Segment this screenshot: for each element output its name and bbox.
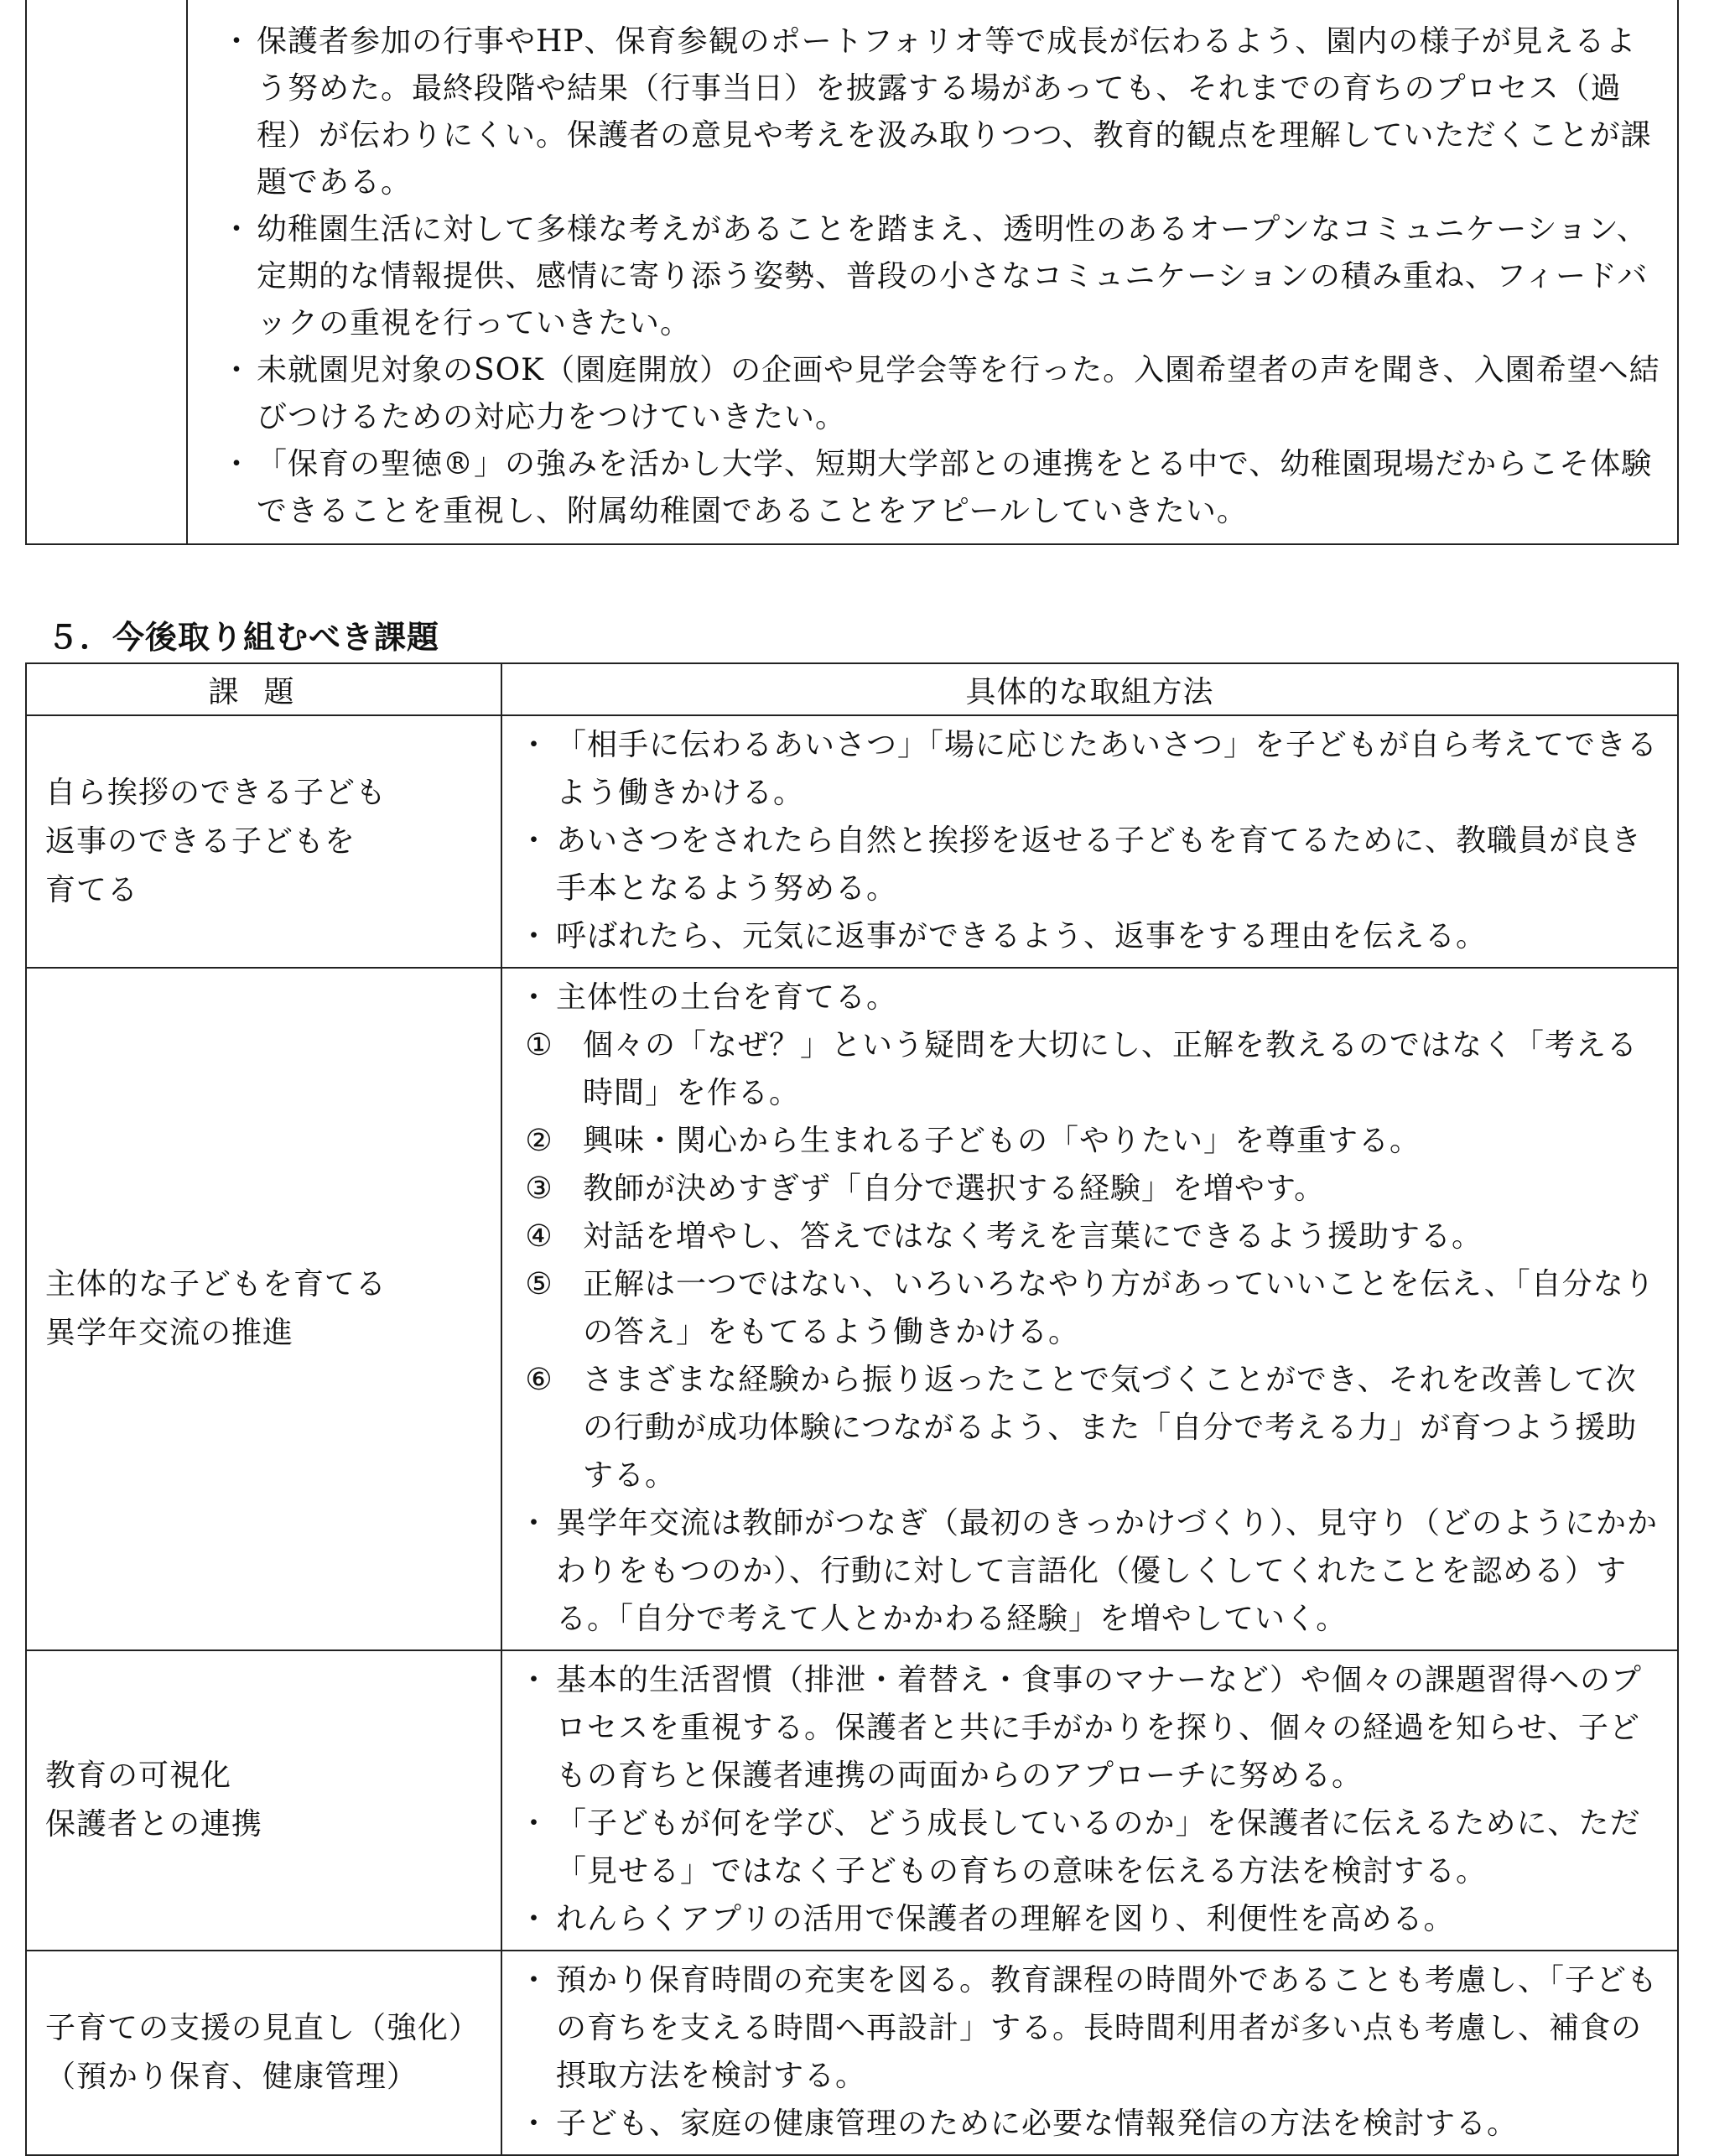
method-text: 興味・関心から生まれる子どもの「やりたい」を尊重する。: [583, 1124, 1421, 1158]
issue-line: 保護者との連携: [45, 1807, 263, 1842]
methods-list: [517, 1956, 1664, 2148]
issue-cell: [26, 968, 501, 1650]
method-item: [517, 721, 1664, 817]
method-marker: ・: [518, 1663, 550, 1697]
bullet-item: [218, 206, 1662, 347]
method-item-numbered: [517, 1117, 1664, 1165]
method-item-numbered: [517, 1021, 1664, 1117]
methods-cell: [501, 968, 1678, 1650]
issue-line: 異学年交流の推進: [45, 1316, 294, 1350]
bullet-marker: ・: [221, 24, 253, 59]
previous-section-bullet-list: [218, 18, 1662, 535]
bullet-item: [218, 441, 1662, 535]
method-number: ②: [525, 1124, 553, 1158]
methods-cell: [501, 1650, 1678, 1951]
method-marker: ・: [518, 919, 550, 953]
method-text: 対話を増やし、答えではなく考えを言葉にできるよう援助する。: [583, 1219, 1483, 1254]
table-row-autonomy: [26, 968, 1678, 1650]
method-text: 正解は一つではない、いろいろなやり方があっていいことを伝え、「自分なりの答え」をもてるよう働きかける。: [583, 1267, 1655, 1349]
method-item: [517, 912, 1664, 960]
previous-section-table: [25, 0, 1679, 545]
method-item: [517, 974, 1664, 1021]
issue-line: 育てる: [45, 872, 139, 907]
method-number: ③: [525, 1172, 553, 1206]
methods-cell: [501, 715, 1678, 968]
methods-column-header: 具体的な取組方法: [501, 663, 1678, 715]
issue-line: 主体的な子どもを育てる: [45, 1267, 387, 1301]
methods-list: [517, 721, 1664, 960]
method-item: [517, 1499, 1664, 1643]
issue-line: 教育の可視化: [45, 1759, 232, 1793]
method-item: [517, 2100, 1664, 2148]
method-item-numbered: [517, 1213, 1664, 1260]
method-text: れんらくアプリの活用で保護者の理解を図り、利便性を高める。: [556, 1902, 1455, 1936]
method-text: 子ども、家庭の健康管理のために必要な情報発信の方法を検討する。: [556, 2107, 1519, 2141]
method-text: 「相手に伝わるあいさつ」「場に応じたあいさつ」を子どもが自ら考えてできるよう働きかける。: [556, 728, 1659, 810]
methods-list: [517, 974, 1664, 1643]
method-marker: ・: [518, 1963, 550, 1998]
method-text: 預かり保育時間の充実を図る。教育課程の時間外であることも考慮し、「子どもの育ちを支える時間へ再設計」する。長時間利用者が多い点も考慮し、補食の摂取方法を検討する。: [556, 1963, 1659, 2093]
method-text: 「子どもが何を学び、どう成長しているのか」を保護者に伝えるために、ただ「見せる」ではなく子どもの育ちの意味を伝える方法を検討する。: [556, 1806, 1641, 1888]
bullet-marker: ・: [221, 353, 253, 387]
method-marker: ・: [518, 980, 550, 1015]
bullet-text: 「保育の聖徳®」の強みを活かし大学、短期大学部との連携をとる中で、幼稚園現場だからこそ体験できることを重視し、附属幼稚園であることをアピールしていきたい。: [257, 447, 1653, 528]
method-text: 個々の「なぜ？」という疑問を大切にし、正解を教えるのではなく「考える時間」を作る。: [583, 1028, 1639, 1110]
methods-cell: [501, 1951, 1678, 2155]
methods-list: [517, 1656, 1664, 1943]
method-item: [517, 1895, 1664, 1943]
method-marker: ・: [518, 1902, 550, 1936]
bullet-marker: ・: [221, 447, 253, 481]
method-number: ④: [525, 1219, 553, 1254]
issue-cell: [26, 1951, 501, 2155]
method-marker: ・: [518, 1506, 550, 1540]
bullet-text: 保護者参加の行事やHP、保育参観のポートフォリオ等で成長が伝わるよう、園内の様子が見えるよう努めた。最終段階や結果（行事当日）を披露する場があっても、それまでの育ちのプロセス（過程）が伝わりにくい。保護者の意見や考えを汲み取りつつ、教育的観点を理解していただくことが課題である。: [257, 24, 1652, 200]
method-text: 異学年交流は教師がつなぎ（最初のきっかけづくり）、見守り（どのようにかかわりをもつのか）、行動に対して言語化（優しくしてくれたことを認める）する。「自分で考えて人とかかわる経験」を増やしていく。: [556, 1506, 1659, 1636]
bullet-text: 未就園児対象のSOK（園庭開放）の企画や見学会等を行った。入園希望者の声を聞き、入園希望へ結びつけるための対応力をつけていきたい。: [257, 353, 1660, 434]
method-text: 基本的生活習慣（排泄・着替え・食事のマナーなど）や個々の課題習得へのプロセスを重視する。保護者と共に手がかりを探り、個々の経過を知らせ、子どもの育ちと保護者連携の両面からのアプローチに努める。: [556, 1663, 1643, 1793]
previous-section-row: [26, 0, 1678, 544]
issue-line: 子育ての支援の見直し（強化）: [45, 2011, 480, 2045]
table-row-childcare-support: [26, 1951, 1678, 2155]
issue-cell: [26, 1650, 501, 1951]
issue-column-header: 課題: [26, 663, 501, 715]
method-marker: ・: [518, 1806, 550, 1841]
method-marker: ・: [518, 728, 550, 762]
method-item-numbered: [517, 1260, 1664, 1356]
bullet-item: [218, 347, 1662, 441]
method-number: ⑤: [525, 1267, 553, 1301]
method-item: [517, 1956, 1664, 2100]
bullet-text: 幼稚園生活に対して多様な考えがあることを踏まえ、透明性のあるオープンなコミュニケーション、定期的な情報提供、感情に寄り添う姿勢、普段の小さなコミュニケーションの積み重ね、フィードバックの重視を行っていきたい。: [257, 212, 1649, 340]
issue-cell: [26, 715, 501, 968]
table-row-greeting: [26, 715, 1678, 968]
method-text: あいさつをされたら自然と挨拶を返せる子どもを育てるために、教職員が良き手本となるよう努める。: [556, 823, 1643, 906]
method-text: 教師が決めすぎず「自分で選択する経験」を増やす。: [583, 1172, 1326, 1206]
method-number: ⑥: [525, 1363, 553, 1397]
bullet-marker: ・: [221, 212, 253, 247]
previous-section-content-cell: [187, 0, 1678, 544]
issue-line: （預かり保育、健康管理）: [45, 2060, 418, 2094]
method-text: さまざまな経験から振り返ったことで気づくことができ、それを改善して次の行動が成功体験につながるよう、また「自分で考える力」が育つよう援助する。: [583, 1363, 1638, 1493]
section-heading: ５．今後取り組むべき課題: [47, 619, 440, 656]
method-item: [517, 817, 1664, 912]
method-number: ①: [525, 1028, 553, 1062]
method-item: [517, 1656, 1664, 1800]
method-text: 呼ばれたら、元気に返事ができるよう、返事をする理由を伝える。: [556, 919, 1488, 953]
table-header-row: [26, 663, 1678, 715]
method-item-numbered: [517, 1356, 1664, 1499]
method-marker: ・: [518, 823, 550, 858]
issue-line: 自ら挨拶のできる子ども: [45, 775, 387, 810]
method-marker: ・: [518, 2107, 550, 2141]
method-item: [517, 1800, 1664, 1895]
bullet-item: [218, 18, 1662, 206]
previous-section-label-cell: [26, 0, 187, 544]
table-row-visualization: [26, 1650, 1678, 1951]
issue-line: 返事のできる子どもを: [45, 823, 356, 859]
method-text: 主体性の土台を育てる。: [556, 980, 898, 1015]
method-item-numbered: [517, 1165, 1664, 1213]
issues-table: [25, 662, 1679, 2156]
